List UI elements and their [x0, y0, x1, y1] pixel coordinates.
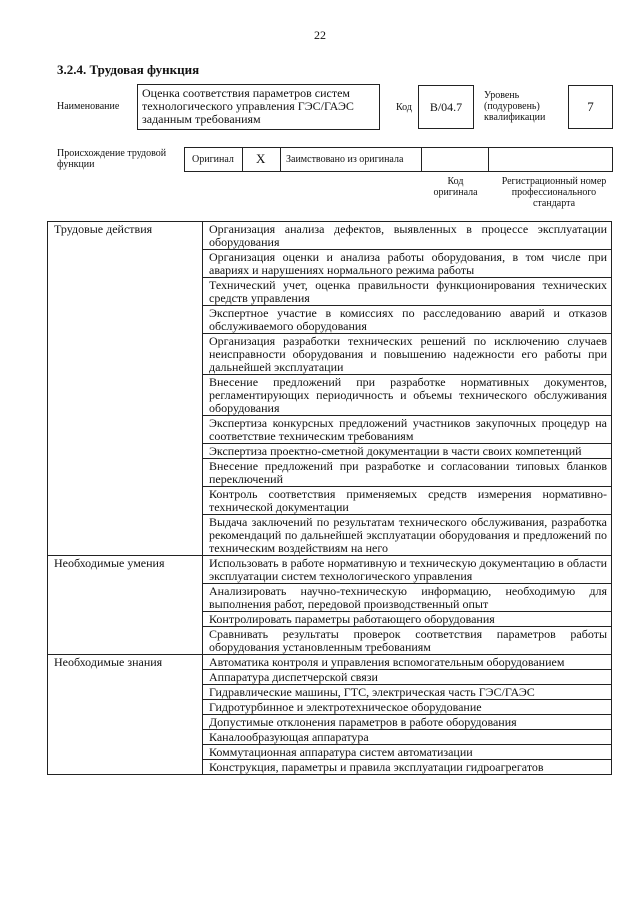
original-label: Оригинал [192, 154, 234, 165]
code-label: Код [396, 102, 412, 113]
reg-number-caption: Регистрационный номер профессионального стандарта [501, 176, 607, 209]
section-category: Необходимые знания [48, 655, 203, 775]
section-item: Экспертиза конкурсных предложений участников закупочных процедур на соответствие техническим требованиям [203, 416, 612, 444]
section-item: Выдача заключений по результатам технического обслуживания, разработка рекомендаций по дальнейшей эксплуатации оборудования и предложений по техническим воздействиям на него [203, 515, 612, 556]
section-item: Допустимые отклонения параметров в работе оборудования [203, 715, 612, 730]
function-details-table [47, 221, 612, 775]
section-title: 3.2.4. Трудовая функция [57, 62, 200, 77]
section-item: Организация оценки и анализа работы оборудования, в том числе при авариях и нарушениях нормального режима работы [203, 250, 612, 278]
table-body [48, 222, 612, 775]
function-name: Оценка соответствия параметров систем технологического управления ГЭС/ГАЭС заданным требованиям [142, 86, 354, 126]
section-item: Гидравлические машины, ГТС, электрическая часть ГЭС/ГАЭС [203, 685, 612, 700]
function-name-box [137, 84, 380, 130]
origin-label: Происхождение трудовой функции [57, 148, 167, 170]
section-item: Автоматика контроля и управления вспомогательным оборудованием [203, 655, 612, 670]
table-row [48, 222, 612, 250]
section-item: Аппаратура диспетчерской связи [203, 670, 612, 685]
section-item: Организация анализа дефектов, выявленных в процессе эксплуатации оборудования [203, 222, 612, 250]
section-item: Использовать в работе нормативную и техническую документацию в области эксплуатации систем технологического управления [203, 556, 612, 584]
borrowed-label: Заимствовано из оригинала [286, 154, 404, 165]
table-row [48, 655, 612, 670]
section-item: Внесение предложений при разработке нормативных документов, регламентирующих периодичность и объемы технического обслуживания оборудования [203, 375, 612, 416]
code-box [418, 85, 474, 129]
section-item: Контролировать параметры работающего оборудования [203, 612, 612, 627]
section-item: Конструкция, параметры и правила эксплуатации гидроагрегатов [203, 760, 612, 775]
section-item: Контроль соответствия применяемых средств измерения нормативно-технической документации [203, 487, 612, 515]
section-item: Сравнивать результаты проверок соответствия параметров работы оборудования установленным требованиям [203, 627, 612, 655]
page-number: 22 [314, 28, 326, 42]
name-label: Наименование [57, 101, 120, 112]
section-item: Экспертиза проектно-сметной документации в части своих компетенций [203, 444, 612, 459]
level-value: 7 [587, 99, 594, 114]
section-item: Технический учет, оценка правильности функционирования технических средств управления [203, 278, 612, 306]
function-code: В/04.7 [429, 100, 463, 114]
section-item: Гидротурбинное и электротехническое оборудование [203, 700, 612, 715]
level-box [568, 85, 613, 129]
section-category: Трудовые действия [48, 222, 203, 556]
section-item: Внесение предложений при разработке и согласовании типовых бланков переключений [203, 459, 612, 487]
section-item: Анализировать научно-техническую информацию, необходимую для выполнения работ, передовой производственный опыт [203, 584, 612, 612]
section-item: Коммутационная аппаратура систем автоматизации [203, 745, 612, 760]
section-item: Экспертное участие в комиссиях по расследованию аварий и отказов обслуживаемого оборудования [203, 306, 612, 334]
section-item: Каналообразующая аппаратура [203, 730, 612, 745]
level-label: Уровень (подуровень) квалификации [484, 90, 546, 123]
code-original-caption: Код оригинала [433, 176, 478, 198]
table-row [48, 556, 612, 584]
original-mark: X [256, 151, 266, 166]
section-category: Необходимые умения [48, 556, 203, 655]
section-item: Организация разработки технических решений по исключению случаев неисправности оборудования и повышению надежности его работы при дальнейшей эксплуатации [203, 334, 612, 375]
